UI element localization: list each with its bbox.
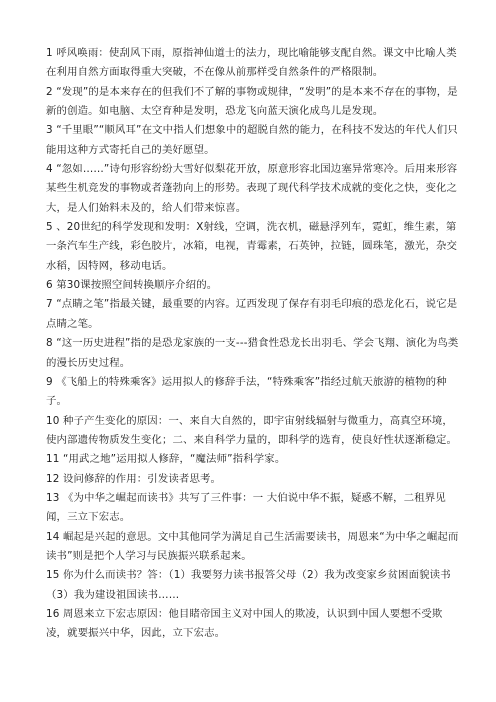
paragraph-12: 12 设问修辞的作用：引发读者思考。	[46, 472, 222, 485]
paragraph-16: 16 周恩来立下宏志原因：他目睹帝国主义对中国人的欺凌，认识到中国人要想不受欺凌，就要振兴中华，因此，立下宏志。	[46, 607, 443, 640]
paragraph-15: 15 你为什么而读书？答：（1）我要努力读书报答父母（2）我为改变家乡贫困面貌读书（3）我为建设祖国读书……	[46, 569, 451, 601]
paragraph-10: 10 种子产生变化的原因：一、来自大自然的，即宇宙射线辐射与微重力，高真空环境，使内部遗传物质发生变化；二、来自科学力量的，即科学的选育，使良好性状逐渐稳定。	[46, 414, 458, 446]
paragraph-5: 5 、20世纪的科学发现和发明：X射线，空调，洗衣机，磁悬浮列车，霓虹，维生素，第一条汽车生产线，彩色胶片，冰箱，电视，青霉素，石英钟，拉链，圆珠笔，激光，杂交水稻，因特网，移动电话。	[46, 221, 458, 272]
paragraph-3: 3 “千里眼”“顺风耳”在文中指人们想象中的超脱自然的能力，在科技不发达的年代人们只能用这种方式寄托自己的美好愿望。	[46, 124, 458, 156]
paragraph-2: 2 “发现”的是本来存在的但我们不了解的事物或规律，“发明”的是本来不存在的事物，是新的创造。如电脑、太空育种是发明，恐龙飞向蓝天演化成鸟儿是发现。	[46, 85, 458, 118]
paragraph-11: 11 “用武之地”运用拟人修辞，“魔法师”指科学家。	[46, 453, 286, 466]
paragraph-4: 4 “忽如……”诗句形容纷纷大雪好似梨花开放，原意形容北国边塞异常寒冷。后用来形容某些生机竞发的事物或者蓬勃向上的形势。表现了现代科学技术成就的变化之快，变化之大，是人们始料未及的，给人们带来惊喜。	[46, 163, 458, 214]
paragraph-1: 1 呼风唤雨：使刮风下雨，原指神仙道士的法力，现比喻能够支配自然。课文中比喻人类在利用自然方面取得重大突破，不在像从前那样受自然条件的严格限制。	[46, 47, 457, 79]
paragraph-8: 8 “这一历史进程”指的是恐龙家族的一支---猎食性恐龙长出羽毛、学会飞翔、演化为鸟类的漫长历史过程。	[46, 337, 459, 369]
paragraph-7: 7 “点睛之笔”指最关键，最重要的内容。辽西发现了保存有羽毛印痕的恐龙化石，说它是点睛之笔。	[46, 298, 458, 330]
paragraph-13: 13 《为中华之崛起而读书》共写了三件事：一 大伯说中华不振，疑惑不解，二租界见闻，三立下宏志。	[46, 491, 446, 524]
paragraph-14: 14 崛起是兴起的意思。文中其他同学为满足自己生活需要读书，周恩来“为中华之崛起而读书”则是把个人学习与民族振兴联系起来。	[46, 530, 459, 562]
paragraph-6: 6 第30课按照空间转换顺序介绍的。	[46, 279, 218, 292]
paragraph-9: 9 《飞船上的特殊乘客》运用拟人的修辞手法，“特殊乘客”指经过航天旅游的植物的种子。	[46, 375, 447, 408]
